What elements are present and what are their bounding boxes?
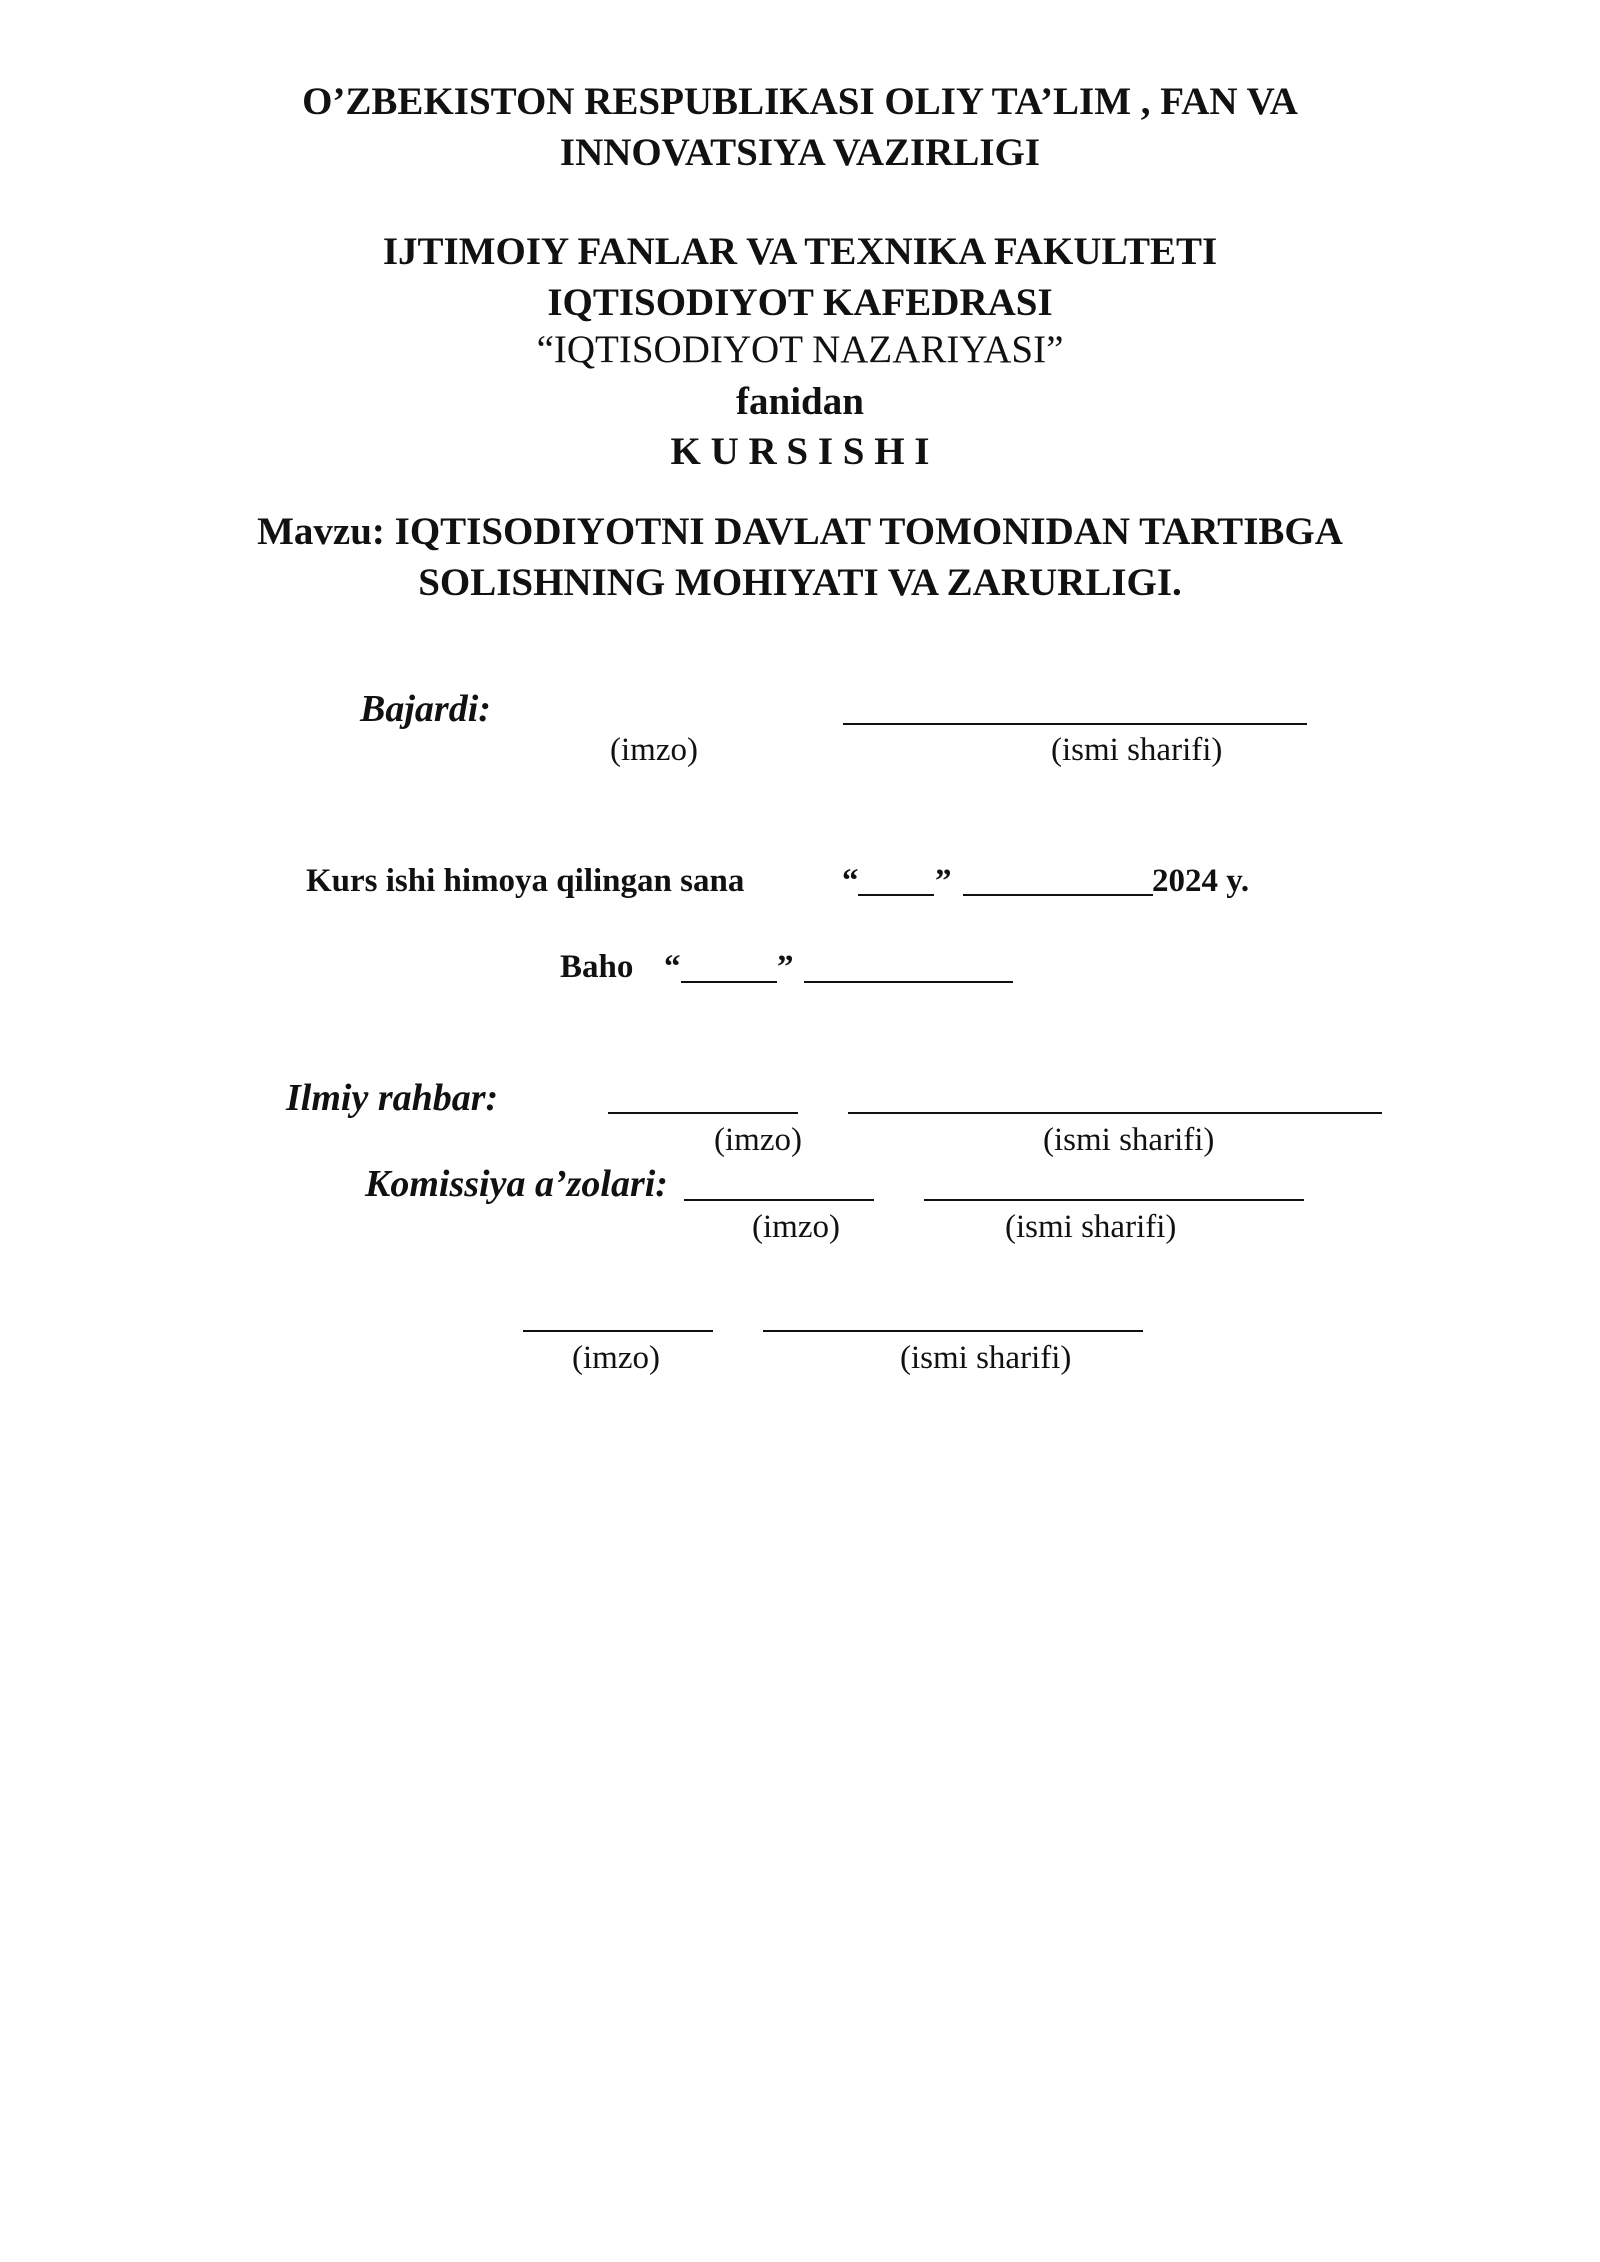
fanidan-label: fanidan [736,380,864,423]
topic-line-2: SOLISHNING MOHIYATI VA ZARURLIGI. [418,561,1182,604]
supervisor-label: Ilmiy rahbar: [286,1077,499,1119]
defense-close-quote: ” [935,863,952,899]
ministry-line-1: O’ZBEKISTON RESPUBLIKASI OLIY TA’LIM , FAN VA [302,80,1298,123]
faculty-name: IJTIMOIY FANLAR VA TEXNIKA FAKULTETI [382,230,1218,273]
supervisor-signature-line[interactable] [608,1112,798,1114]
bajardi-name-line[interactable] [843,723,1307,725]
defense-month-line[interactable] [963,894,1153,896]
grade-open-quote: “ [664,949,681,985]
supervisor-imzo-caption: (imzo) [714,1122,802,1158]
bajardi-ismi-caption: (ismi sharifi) [1051,732,1223,768]
supervisor-name-line[interactable] [848,1112,1382,1114]
grade-word-line[interactable] [804,981,1013,983]
defense-date-label: Kurs ishi himoya qilingan sana [306,863,745,899]
grade-close-quote: ” [777,949,794,985]
commission-ismi-caption-1: (ismi sharifi) [1005,1209,1177,1245]
topic-line-1: Mavzu: IQTISODIYOTNI DAVLAT TOMONIDAN TARTIBGA [257,510,1343,553]
department-name: IQTISODIYOT KAFEDRASI [547,281,1053,324]
commission-name-line-2[interactable] [763,1330,1143,1332]
subject-name: “IQTISODIYOT NAZARIYASI” [536,328,1064,371]
commission-ismi-caption-2: (ismi sharifi) [900,1340,1072,1376]
commission-signature-line-2[interactable] [523,1330,713,1332]
defense-day-line[interactable] [858,894,934,896]
grade-label: Baho [560,949,634,985]
commission-imzo-caption-2: (imzo) [572,1340,660,1376]
supervisor-ismi-caption: (ismi sharifi) [1043,1122,1215,1158]
defense-open-quote: “ [842,863,859,899]
commission-label: Komissiya a’zolari: [365,1163,668,1205]
grade-value-line[interactable] [681,981,777,983]
commission-name-line-1[interactable] [924,1199,1304,1201]
bajardi-label: Bajardi: [360,688,491,730]
work-type-title: K U R S I S H I [670,430,930,473]
commission-imzo-caption-1: (imzo) [752,1209,840,1245]
ministry-line-2: INNOVATSIYA VAZIRLIGI [559,131,1041,174]
commission-signature-line-1[interactable] [684,1199,874,1201]
defense-year: 2024 y. [1152,863,1250,899]
bajardi-imzo-caption: (imzo) [610,732,698,768]
